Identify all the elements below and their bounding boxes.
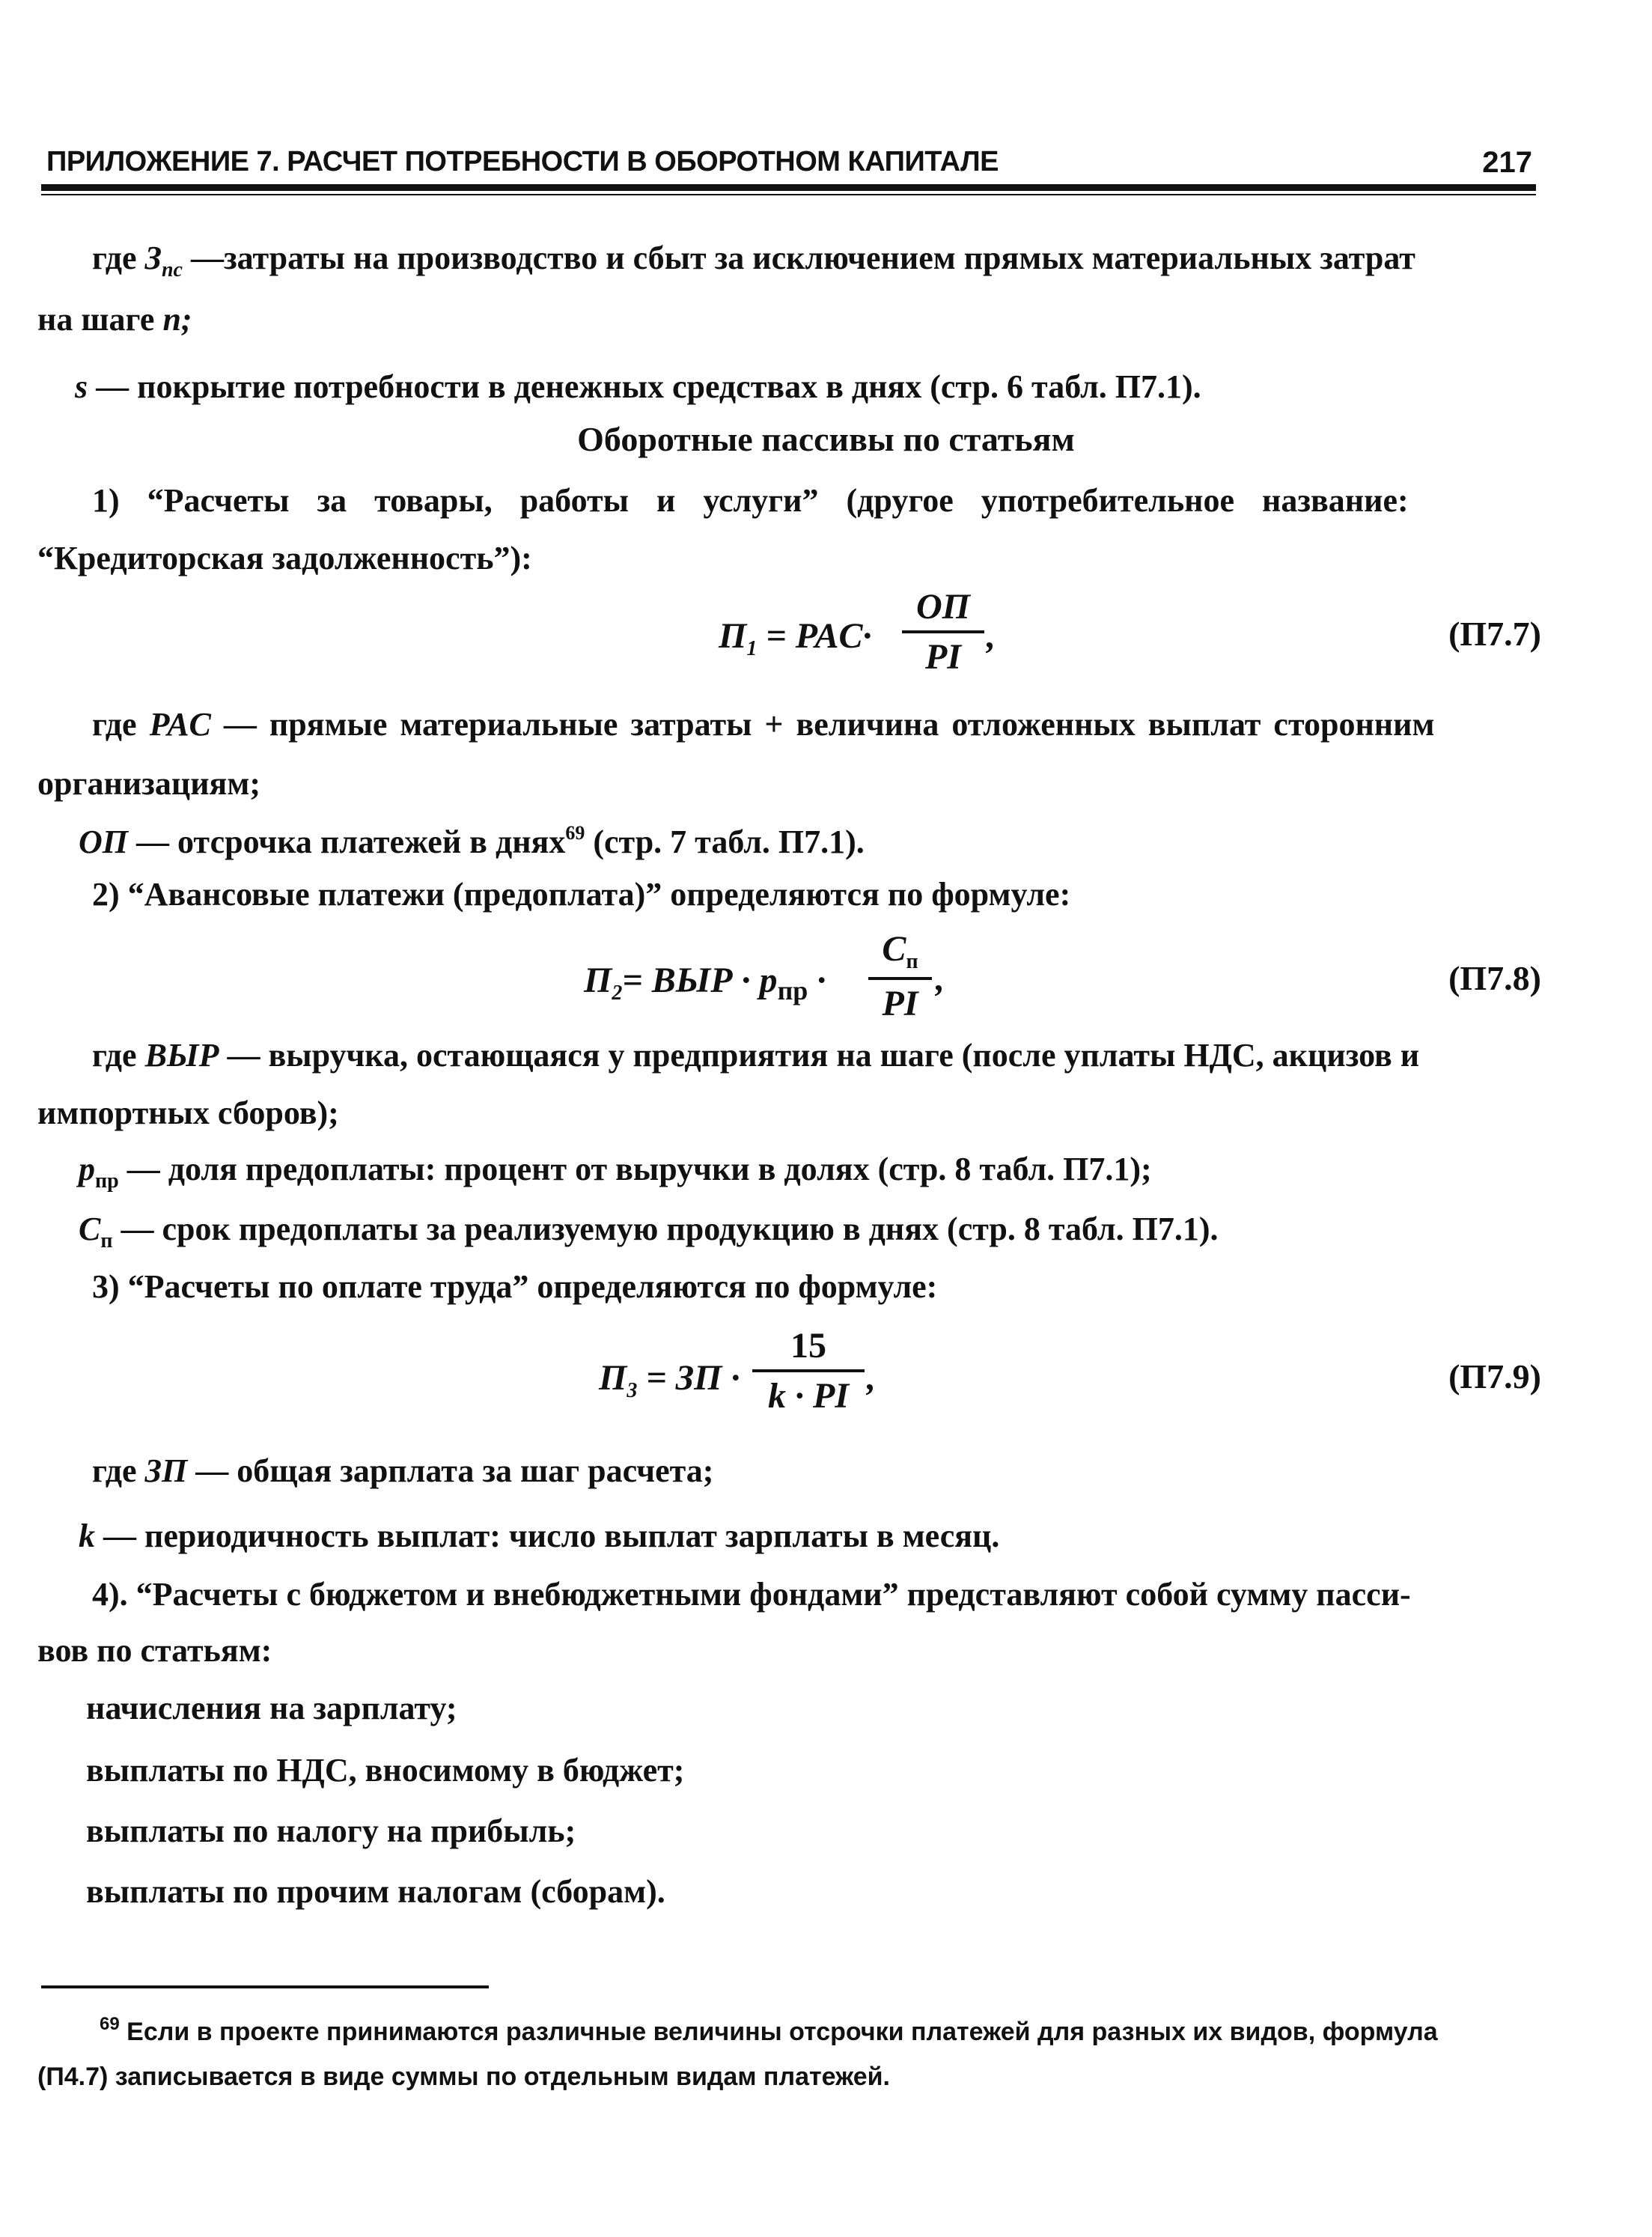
paragraph-zps-cont: на шаге n; — [37, 301, 192, 338]
item-4-line2: вов по статьям: — [37, 1632, 272, 1669]
equation-number-p77: (П7.7) — [1448, 615, 1541, 653]
where-k: k — периодичность выплат: число выплат зарплаты в месяц. — [79, 1518, 1000, 1554]
where-op: ОП — отсрочка платежей в днях$^{69}$ (стр. 7 табл. П7.1). — [79, 822, 865, 860]
paragraph-zps: где $З_{пс}$ —затраты на производство и сбыт за исключением прямых материальных затрат — [92, 240, 1415, 281]
header-rule-thin — [41, 194, 1536, 195]
fraction-denominator: PI — [925, 637, 961, 677]
paragraph-s: s — покрытие потребности в денежных средствах в днях (стр. 6 табл. П7.1). — [75, 368, 1201, 405]
item-1-line2: “Кредиторская задолженность”): — [37, 540, 532, 576]
running-header: ПРИЛОЖЕНИЕ 7. РАСЧЕТ ПОТРЕБНОСТИ В ОБОРОТНОМ КАПИТАЛЕ — [46, 146, 999, 177]
footnote-ref: 69 — [565, 822, 585, 844]
fraction-denominator: k · PI — [768, 1376, 849, 1416]
fraction-numerator: $C_п$ — [882, 929, 918, 973]
fraction-numerator: ОП — [916, 587, 970, 627]
equation-number-p78: (П7.8) — [1448, 959, 1541, 997]
page-number: 217 — [1482, 146, 1532, 179]
footnote-line1: $^{69}$ Если в проекте принимаются различные величины отсрочки платежей для разных их видов, формула — [100, 2014, 1438, 2046]
section-title: Оборотные пассивы по статьям — [577, 420, 1075, 458]
list-item: выплаты по НДС, вносимому в бюджет; — [86, 1752, 685, 1789]
where-ppr: $p_{пр}$ — доля предоплаты: процент от выручки в долях (стр. 8 табл. П7.1); — [79, 1151, 1152, 1193]
where-pac: где PAC — прямые материальные затраты + величина отложенных выплат сторонним — [92, 706, 1435, 743]
fraction-denominator: PI — [882, 984, 918, 1023]
item-3: 3) “Расчеты по оплате труда” определяются по формуле: — [92, 1268, 938, 1305]
footnote-mark: 69 — [100, 2014, 120, 2034]
list-item: выплаты по налогу на прибыль; — [86, 1813, 576, 1849]
where-pac-cont: организациям; — [37, 765, 260, 802]
footnote-rule — [41, 1985, 489, 1988]
item-4-line1: 4). “Расчеты с бюджетом и внебюджетными фондами” представляют собой сумму пасси- — [92, 1576, 1411, 1613]
equation-number-p79: (П7.9) — [1448, 1357, 1541, 1396]
footnote-line2: (П4.7) записывается в виде суммы по отдельным видам платежей. — [37, 2063, 890, 2091]
where-vyr: где ВЫР — выручка, остающаяся у предприятия на шаге (после уплаты НДС, акцизов и — [92, 1037, 1420, 1074]
item-2: 2) “Авансовые платежи (предоплата)” определяются по формуле: — [92, 876, 1071, 913]
where-vyr-cont: импортных сборов); — [37, 1095, 339, 1131]
where-zp: где ЗП — общая зарплата за шаг расчета; — [92, 1452, 714, 1489]
list-item: начисления на зарплату; — [86, 1690, 457, 1726]
item-1-line1: 1) “Расчеты за товары, работы и услуги” (другое употребительное название: — [92, 482, 1409, 519]
where-cp: $C_п$ — срок предоплаты за реализуемую продукцию в днях (стр. 8 табл. П7.1). — [79, 1211, 1219, 1253]
list-item: выплаты по прочим налогам (сборам). — [86, 1873, 665, 1910]
header-rule — [41, 184, 1536, 191]
fraction-numerator: 15 — [790, 1326, 826, 1366]
